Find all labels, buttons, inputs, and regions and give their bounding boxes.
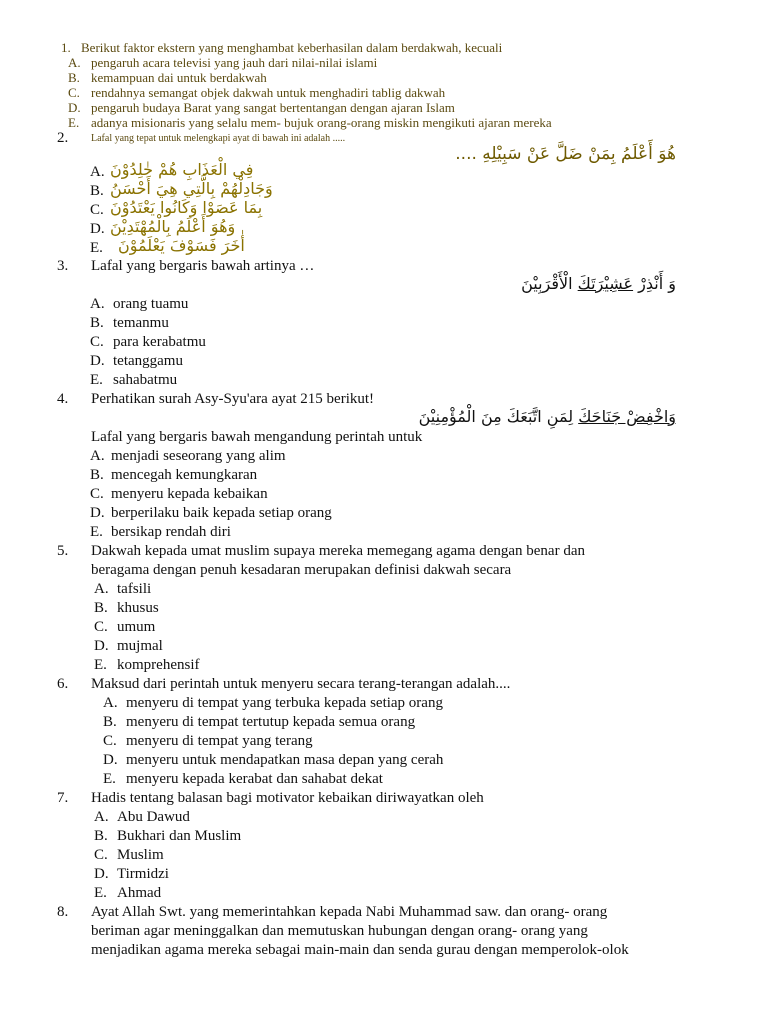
q5-option-e[interactable]: komprehensif [117,657,200,673]
q4-option-d-letter: D. [90,505,105,521]
q6-option-a[interactable]: menyeru di tempat yang terbuka kepada setiap orang [126,695,443,711]
q5-option-b[interactable]: khusus [117,600,159,616]
q4-text: Perhatikan surah Asy-Syu'ara ayat 215 berikut! [91,391,375,407]
q4-option-b[interactable]: mencegah kemungkaran [111,467,258,483]
q6-option-b-letter: B. [103,714,117,730]
q1-option-d-letter: D. [68,100,81,115]
q5-option-e-letter: E. [94,657,107,673]
q4-arabic-verse [419,409,676,425]
q5-option-c-letter: C. [94,619,108,635]
q1-option-a-letter: A. [68,55,81,70]
q1-text: Berikut faktor ekstern yang menghambat keberhasilan dalam berdakwah, kecuali [81,40,503,55]
q7-option-a-letter: A. [94,809,109,825]
q5-option-a-letter: A. [94,581,109,597]
q6-option-e[interactable]: menyeru kepada kerabat dan sahabat dekat [126,771,383,787]
q2-option-c[interactable]: بِمَا عَصَوْا وَكَانُوا يَعْتَدُوْنَ [110,198,263,217]
q3-option-b[interactable]: temanmu [113,315,169,331]
q5-option-c[interactable]: umum [117,619,156,635]
q2-option-a-letter: A. [90,164,105,180]
q3-option-a[interactable]: orang tuamu [113,296,189,312]
q1-option-c-letter: C. [68,85,80,100]
q7-option-c-letter: C. [94,847,108,863]
q8-text-line-1: Ayat Allah Swt. yang memerintahkan kepada Nabi Muhammad saw. dan orang- orang [91,904,608,920]
q7-option-c[interactable]: Muslim [117,847,164,863]
q4-text-2: Lafal yang bergaris bawah mengandung perintah untuk [91,429,423,445]
q3-option-c-letter: C. [90,334,104,350]
q2-text: Lafal yang tepat untuk melengkapi ayat di bawah ini adalah ..... [91,133,346,144]
q6-option-d-letter: D. [103,752,118,768]
q2-option-e[interactable]: أٰخَرَ فَسَوْفَ يَعْلَمُوْنَ [118,236,245,255]
q4-option-c-letter: C. [90,486,104,502]
q5-option-d[interactable]: mujmal [117,638,163,654]
q2-option-b[interactable]: وَجَادِلْهُمْ بِالَّتِي هِيَ أَحْسَنُ [110,179,273,198]
q3-text: Lafal yang bergaris bawah artinya … [91,258,315,274]
q3-option-d-letter: D. [90,353,105,369]
q6-option-c[interactable]: menyeru di tempat yang terang [126,733,313,749]
q4-option-e[interactable]: bersikap rendah diri [111,524,231,540]
q3-option-e-letter: E. [90,372,103,388]
q8-text-line-2: beriman agar meninggalkan dan memutuskan hubungan dengan orang- orang yang [91,923,588,939]
q5-option-a[interactable]: tafsili [117,581,152,597]
q1-option-b-letter: B. [68,70,80,85]
q6-option-e-letter: E. [103,771,116,787]
q3-arabic-part-a: وَ أَنْذِرْ [633,274,676,293]
q3-arabic-part-b: الْأَقْرَبِيْنَ [521,274,578,293]
q7-option-b-letter: B. [94,828,108,844]
q5-text-line-1: Dakwah kepada umat muslim supaya mereka memegang agama dengan benar dan [91,543,585,559]
q4-arabic-rest: لِمَنِ اتَّبَعَكَ مِنَ الْمُؤْمِنِيْنَ [418,407,579,426]
q4-option-b-letter: B. [90,467,104,483]
q1-option-e[interactable]: adanya misionaris yang selalu mem- bujuk orang-orang miskin mengikuti ajaran mereka [91,115,552,130]
q5-option-d-letter: D. [94,638,109,654]
q4-option-d[interactable]: berperilaku baik kepada setiap orang [111,505,332,521]
q2-number: 2. [57,130,69,146]
q3-option-d[interactable]: tetanggamu [113,353,183,369]
q4-option-a[interactable]: menjadi seseorang yang alim [111,448,286,464]
q8-number: 8. [57,904,69,920]
q6-option-d[interactable]: menyeru untuk mendapatkan masa depan yang cerah [126,752,444,768]
q2-option-e-letter: E. [90,240,103,256]
q6-option-c-letter: C. [103,733,117,749]
q6-number: 6. [57,676,69,692]
q5-option-b-letter: B. [94,600,108,616]
q3-option-b-letter: B. [90,315,104,331]
q2-option-b-letter: B. [90,183,104,199]
q6-option-b[interactable]: menyeru di tempat tertutup kepada semua orang [126,714,416,730]
q4-option-a-letter: A. [90,448,105,464]
q2-option-d[interactable]: وَهُوَ أَعْلَمُ بِالْمُهْتَدِيْنَ [110,217,236,236]
q4-number: 4. [57,391,69,407]
q3-number: 3. [57,258,69,274]
q1-option-a[interactable]: pengaruh acara televisi yang jauh dari nilai-nilai islami [91,55,378,70]
q2-option-c-letter: C. [90,202,104,218]
q4-option-e-letter: E. [90,524,103,540]
q6-text: Maksud dari perintah untuk menyeru secara terang-terangan adalah.... [91,676,511,692]
q7-option-a[interactable]: Abu Dawud [117,809,190,825]
q8-text-line-3: menjadikan agama mereka sebagai main-main dan senda gurau dengan memperolok-olok [91,942,629,958]
q4-arabic-underlined: وَاخْفِضْ جَنَاحَكَ [578,407,676,426]
q7-option-d[interactable]: Tirmidzi [117,866,169,882]
q3-option-c[interactable]: para kerabatmu [113,334,206,350]
q2-arabic-verse: هُوَ أَعْلَمُ بِمَنْ ضَلَّ عَنْ سَبِيْلِهِ .... [455,144,676,164]
q7-option-d-letter: D. [94,866,109,882]
q6-option-a-letter: A. [103,695,118,711]
q2-option-d-letter: D. [90,221,105,237]
q3-option-a-letter: A. [90,296,105,312]
q7-option-e-letter: E. [94,885,107,901]
q1-option-c[interactable]: rendahnya semangat objek dakwah untuk menghadiri tablig dakwah [91,85,446,100]
q7-number: 7. [57,790,69,806]
q1-option-d[interactable]: pengaruh budaya Barat yang sangat bertentangan dengan ajaran Islam [91,100,455,115]
q5-text-line-2: beragama dengan penuh kesadaran merupakan definisi dakwah secara [91,562,512,578]
q3-arabic-underlined: عَشِيْرَتَكَ [577,274,634,293]
q7-text: Hadis tentang balasan bagi motivator kebaikan diriwayatkan oleh [91,790,484,806]
q1-number: 1. [61,40,71,55]
q1-option-e-letter: E. [68,115,80,130]
q7-option-b[interactable]: Bukhari dan Muslim [117,828,242,844]
q2-option-a[interactable]: فِي الْعَذَابِ هُمْ خٰلِدُوْنَ [110,160,254,179]
q1-option-b[interactable]: kemampuan dai untuk berdakwah [91,70,267,85]
q3-option-e[interactable]: sahabatmu [113,372,178,388]
q7-option-e[interactable]: Ahmad [117,885,162,901]
q5-number: 5. [57,543,69,559]
q4-option-c[interactable]: menyeru kepada kebaikan [111,486,268,502]
q3-arabic-verse [521,276,676,292]
